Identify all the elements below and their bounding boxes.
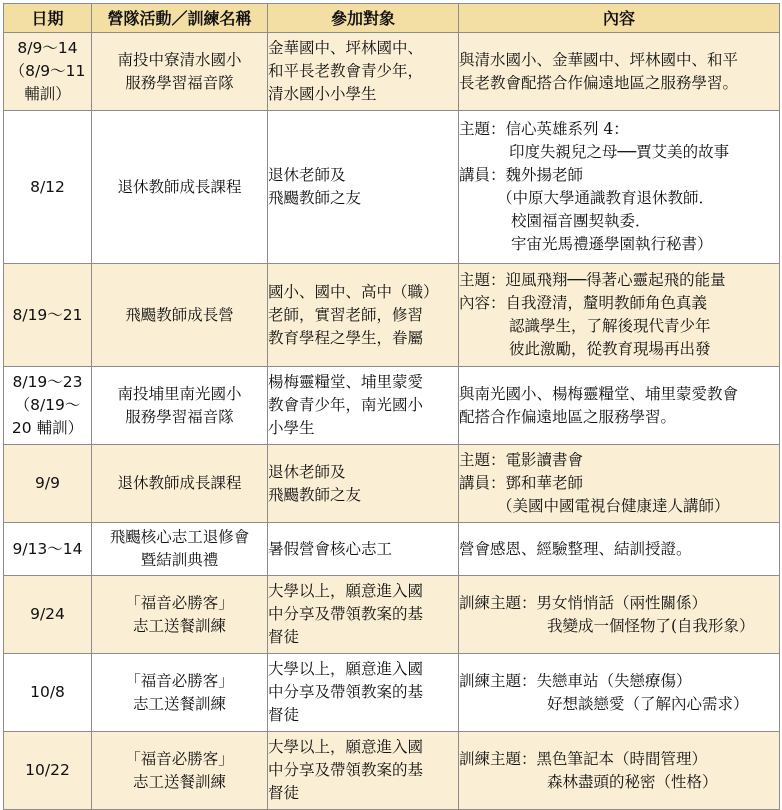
content-text: 主題：信心英雄系列 4：	[459, 120, 629, 138]
audience-cell	[268, 33, 459, 111]
date-text: 8/19～21	[12, 305, 83, 324]
activity-name-text: 服務學習福音隊	[125, 407, 234, 426]
header-activity-name: 營隊活動／訓練名稱	[92, 4, 268, 33]
table-row	[4, 654, 780, 732]
audience-cell	[268, 111, 459, 264]
date-cell	[4, 33, 92, 111]
table-row	[4, 445, 780, 523]
audience-text: 督徒	[268, 706, 300, 724]
content-text: 宇宙光馬禮遜學園執行秘書）	[511, 235, 713, 253]
activity-name-cell	[92, 576, 268, 654]
activity-schedule-table	[3, 3, 780, 810]
audience-text: 老師，實習老師，修習	[268, 305, 424, 324]
date-text: 20 輔訓）	[11, 419, 84, 437]
activity-name-text: 退休教師成長課程	[117, 474, 242, 492]
content-cell	[459, 367, 780, 445]
content-text: 我變成一個怪物了(自我形象）	[547, 616, 755, 635]
content-text: 配搭合作偏遠地區之服務學習。	[459, 407, 677, 426]
audience-text: 飛颺教師之友	[268, 189, 362, 207]
header-row	[4, 4, 780, 33]
content-cell	[459, 111, 780, 264]
date-cell	[4, 523, 92, 576]
content-text: 認識學生，了解後現代青少年	[509, 317, 711, 335]
activity-name-text: 飛颺教師成長營	[125, 305, 234, 324]
audience-cell	[268, 445, 459, 523]
table-row	[4, 264, 780, 367]
date-text: 9/24	[30, 605, 65, 623]
date-text: （8/19～	[14, 396, 81, 414]
content-text: 營會感恩、經驗整理、結訓授證。	[459, 539, 692, 558]
content-text: 校園福音團契執委．	[511, 212, 651, 230]
table-row	[4, 33, 780, 111]
audience-text: 大學以上，願意進入國	[268, 660, 424, 678]
header-audience: 參加對象	[268, 4, 459, 33]
date-cell	[4, 732, 92, 810]
audience-text: 中分享及帶領教案的基	[268, 761, 424, 779]
table-row	[4, 576, 780, 654]
content-text: 講員：鄧和華老師	[459, 474, 584, 492]
date-text: 8/19～23	[12, 373, 83, 391]
audience-text: 飛颺教師之友	[268, 485, 362, 504]
audience-text: 中分享及帶領教案的基	[268, 605, 424, 623]
content-cell	[459, 576, 780, 654]
activity-name-text: 暨結訓典禮	[140, 551, 219, 569]
date-cell	[4, 445, 92, 523]
table-row	[4, 523, 780, 576]
content-text: 講員：魏外揚老師	[459, 166, 584, 184]
activity-name-text: 飛颺核心志工退修會	[109, 528, 250, 546]
audience-text: 楊梅靈糧堂、埔里蒙愛	[268, 373, 424, 391]
audience-cell	[268, 523, 459, 576]
content-text: 森林盡頭的秘密（性格）	[547, 772, 718, 791]
activity-name-cell	[92, 264, 268, 367]
activity-name-text: 退休教師成長課程	[117, 177, 242, 196]
date-cell	[4, 264, 92, 367]
header-content: 內容	[459, 4, 780, 33]
audience-text: 金華國中、坪林國中、	[268, 39, 424, 57]
content-cell	[459, 732, 780, 810]
date-text: 8/9～14	[17, 39, 78, 57]
date-text: （8/9～11	[9, 62, 86, 80]
activity-name-cell	[92, 111, 268, 264]
date-text: 9/13～14	[12, 539, 83, 558]
date-cell	[4, 576, 92, 654]
date-text: 10/22	[25, 761, 70, 779]
date-text: 8/12	[30, 177, 65, 196]
date-cell	[4, 367, 92, 445]
audience-text: 大學以上，願意進入國	[268, 582, 424, 600]
audience-text: 小學生	[268, 419, 315, 437]
content-text: 訓練主題：男女悄悄話（兩性關係）	[459, 593, 708, 612]
audience-text: 退休老師及	[268, 462, 346, 481]
activity-name-cell	[92, 367, 268, 445]
table-row	[4, 367, 780, 445]
audience-text: 大學以上，願意進入國	[268, 738, 424, 756]
content-text: （美國中國電視台健康達人講師）	[497, 497, 730, 515]
activity-name-text: 「福音必勝客」	[125, 593, 234, 612]
audience-text: 清水國小小學生	[268, 85, 377, 103]
audience-text: 和平長老教會青少年，	[268, 62, 424, 80]
header-date: 日期	[4, 4, 92, 33]
activity-name-text: 志工送餐訓練	[132, 616, 226, 635]
content-text: 內容：自我澄清，釐明教師角色真義	[459, 294, 708, 312]
activity-name-text: 志工送餐訓練	[132, 694, 226, 713]
activity-name-text: 「福音必勝客」	[125, 749, 234, 768]
audience-text: 督徒	[268, 628, 300, 646]
activity-name-text: 志工送餐訓練	[132, 772, 226, 791]
activity-name-text: 服務學習福音隊	[125, 73, 234, 92]
date-cell	[4, 654, 92, 732]
audience-text: 教會青少年，南光國小	[268, 396, 424, 414]
table-row	[4, 732, 780, 810]
audience-cell	[268, 654, 459, 732]
content-text: 好想談戀愛（了解內心需求）	[547, 694, 749, 713]
audience-text: 教育學程之學生，眷屬	[268, 328, 424, 347]
audience-cell	[268, 576, 459, 654]
activity-name-cell	[92, 445, 268, 523]
audience-cell	[268, 367, 459, 445]
activity-name-cell	[92, 523, 268, 576]
audience-text: 中分享及帶領教案的基	[268, 683, 424, 701]
content-text: 彼此激勵，從教育現場再出發	[509, 340, 711, 358]
date-text: 9/9	[35, 474, 60, 492]
content-text: 主題：電影讀書會	[459, 451, 584, 469]
content-cell	[459, 445, 780, 523]
content-text: 訓練主題：黑色筆記本（時間管理）	[459, 749, 708, 768]
activity-name-text: 「福音必勝客」	[125, 671, 234, 690]
audience-text: 督徒	[268, 784, 300, 802]
audience-cell	[268, 264, 459, 367]
date-text: 輔訓）	[24, 85, 71, 103]
activity-name-text: 南投埔里南光國小	[117, 384, 242, 403]
activity-name-text: 南投中寮清水國小	[117, 50, 242, 69]
content-cell	[459, 264, 780, 367]
date-text: 10/8	[30, 683, 65, 701]
content-cell	[459, 523, 780, 576]
date-cell	[4, 111, 92, 264]
audience-cell	[268, 732, 459, 810]
content-text: 訓練主題：失戀車站（失戀療傷）	[459, 671, 692, 690]
audience-text: 暑假營會核心志工	[268, 539, 393, 558]
content-cell	[459, 654, 780, 732]
content-text: （中原大學通識教育退休教師．	[497, 189, 715, 207]
audience-text: 國小、國中、高中（職）	[268, 282, 439, 301]
content-text: 與清水國小、金華國中、坪林國中、和平	[459, 50, 739, 69]
activity-name-cell	[92, 654, 268, 732]
content-text: 主題：迎風飛翔──得著心靈起飛的能量	[459, 271, 726, 289]
audience-text: 退休老師及	[268, 166, 346, 184]
content-text: 印度失親兒之母──賈艾美的故事	[509, 143, 730, 161]
content-text: 長老教會配搭合作偏遠地區之服務學習。	[459, 73, 739, 92]
content-cell	[459, 33, 780, 111]
activity-name-cell	[92, 33, 268, 111]
content-text: 與南光國小、楊梅靈糧堂、埔里蒙愛教會	[459, 384, 739, 403]
activity-name-cell	[92, 732, 268, 810]
table-row	[4, 111, 780, 264]
